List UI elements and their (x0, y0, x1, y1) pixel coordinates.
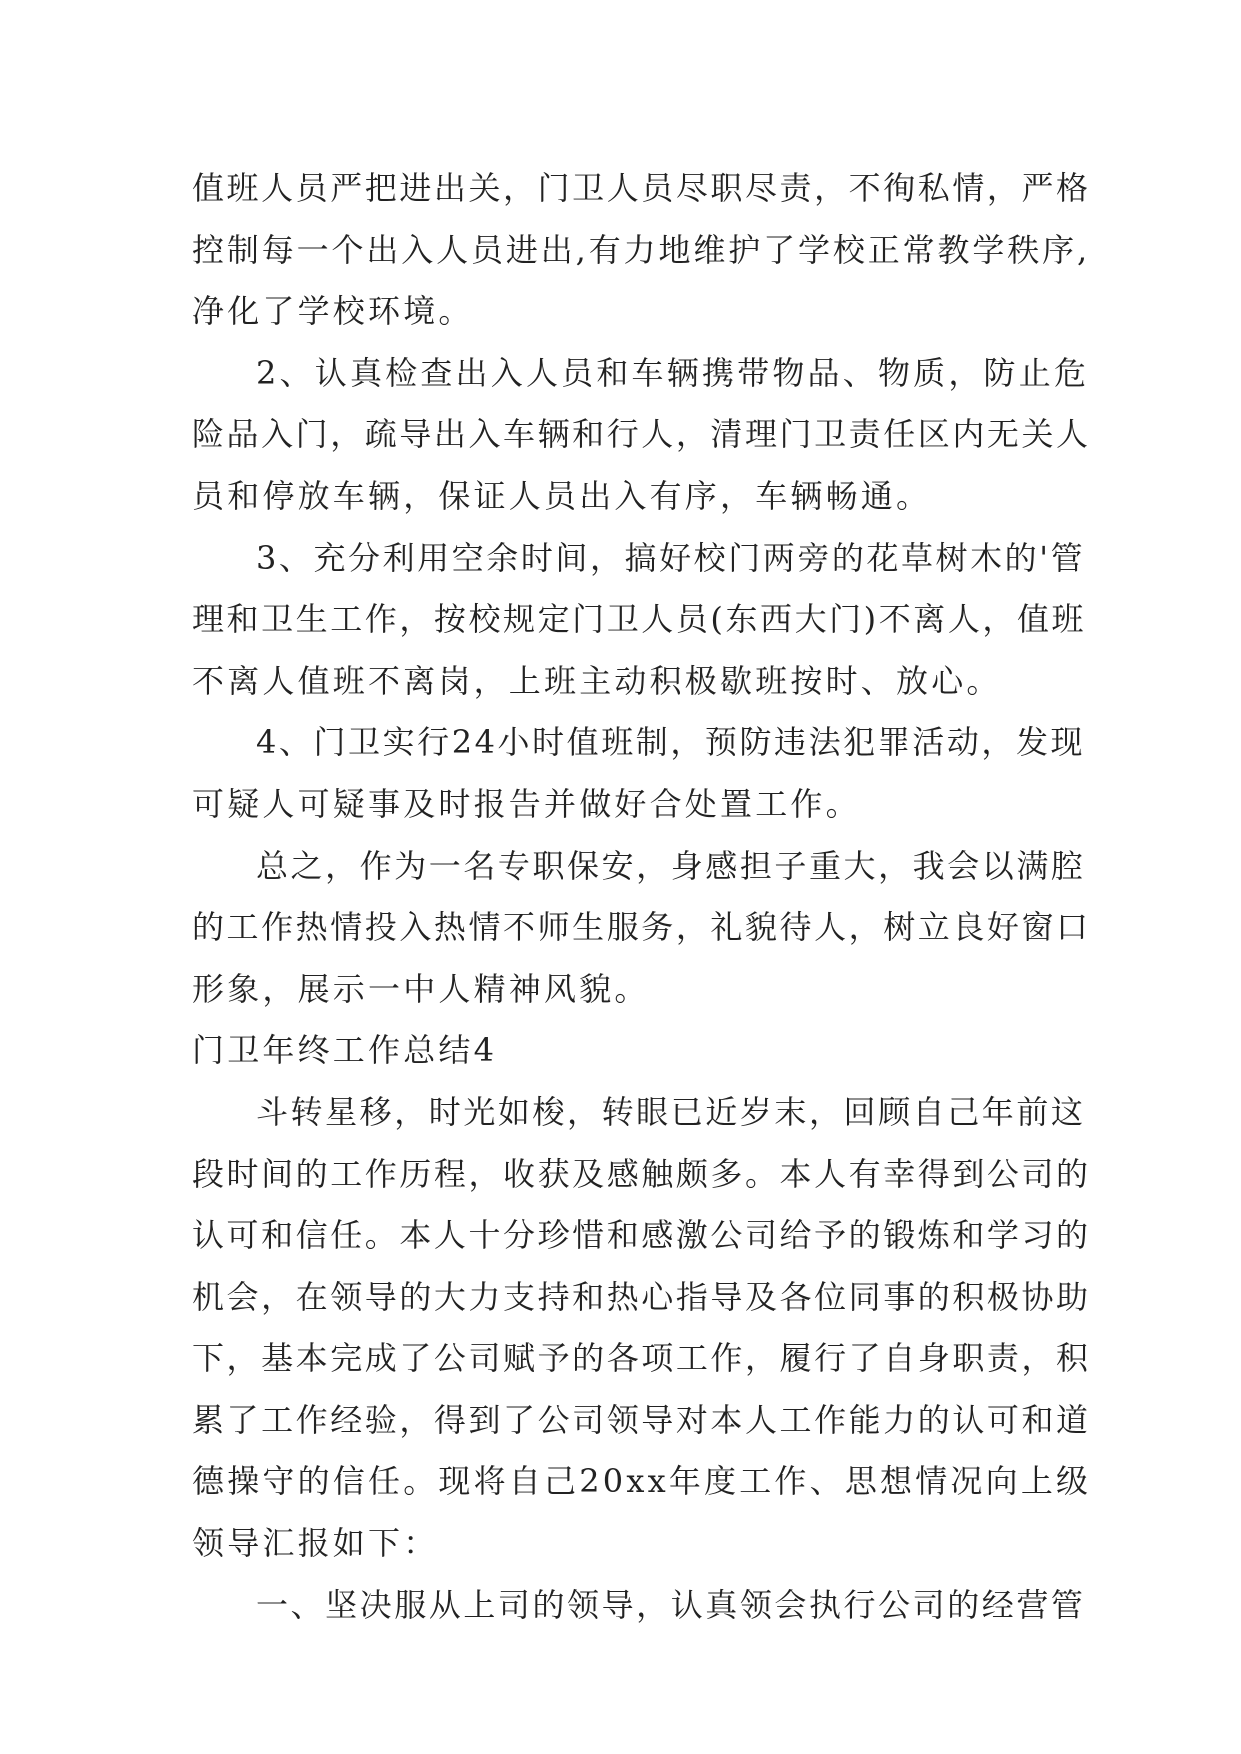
text-line: 员和停放车辆，保证人员出入有序，车辆畅通。 (192, 476, 932, 515)
text-line: 斗转星移，时光如梭，转眼已近岁末，回顾自己年前这 (256, 1092, 1086, 1131)
text-line: 2、认真检查出入人员和车辆携带物品、物质，防止危 (256, 353, 1090, 392)
text-line: 控制每一个出入人员进出,有力地维护了学校正常教学秩序, (192, 230, 1091, 269)
text-line: 值班人员严把进出关，门卫人员尽职尽责，不徇私情，严格 (192, 169, 1091, 207)
text-line: 段时间的工作历程，收获及感触颇多。本人有幸得到公司的 (192, 1154, 1091, 1193)
text-line: 机会，在领导的大力支持和热心指导及各位同事的积极协助 (192, 1277, 1091, 1316)
text-line: 3、充分利用空余时间，搞好校门两旁的花草树木的'管 (256, 538, 1086, 577)
text-line: 总之，作为一名专职保安，身感担子重大，我会以满腔 (256, 846, 1086, 885)
text-line: 认可和信任。本人十分珍惜和感激公司给予的锻炼和学习的 (192, 1216, 1091, 1255)
text-line: 理和卫生工作，按校规定门卫人员(东西大门)不离人，值班 (192, 600, 1087, 639)
text-line: 下，基本完成了公司赋予的各项工作，履行了自身职责，积 (192, 1339, 1091, 1378)
text-line: 领导汇报如下： (192, 1524, 439, 1563)
text-line: 不离人值班不离岗，上班主动积极歇班按时、放心。 (192, 661, 1002, 700)
text-line: 形象，展示一中人精神风貌。 (192, 969, 650, 1008)
text-line: 4、门卫实行24小时值班制，预防违法犯罪活动，发现 (256, 723, 1086, 762)
text-line: 一、坚决服从上司的领导，认真领会执行公司的经营管 (256, 1585, 1086, 1624)
text-line: 净化了学校环境。 (192, 292, 474, 331)
text-line: 的工作热情投入热情不师生服务，礼貌待人，树立良好窗口 (192, 908, 1091, 947)
text-line: 德操守的信任。现将自己20xx年度工作、思想情况向上级 (192, 1462, 1092, 1501)
text-line: 险品入门，疏导出入车辆和行人，清理门卫责任区内无关人 (192, 415, 1091, 454)
text-line: 可疑人可疑事及时报告并做好合处置工作。 (192, 784, 861, 823)
text-line: 门卫年终工作总结4 (192, 1031, 498, 1070)
document-body (192, 158, 1092, 1636)
text-line: 累了工作经验，得到了公司领导对本人工作能力的认可和道 (192, 1400, 1091, 1439)
